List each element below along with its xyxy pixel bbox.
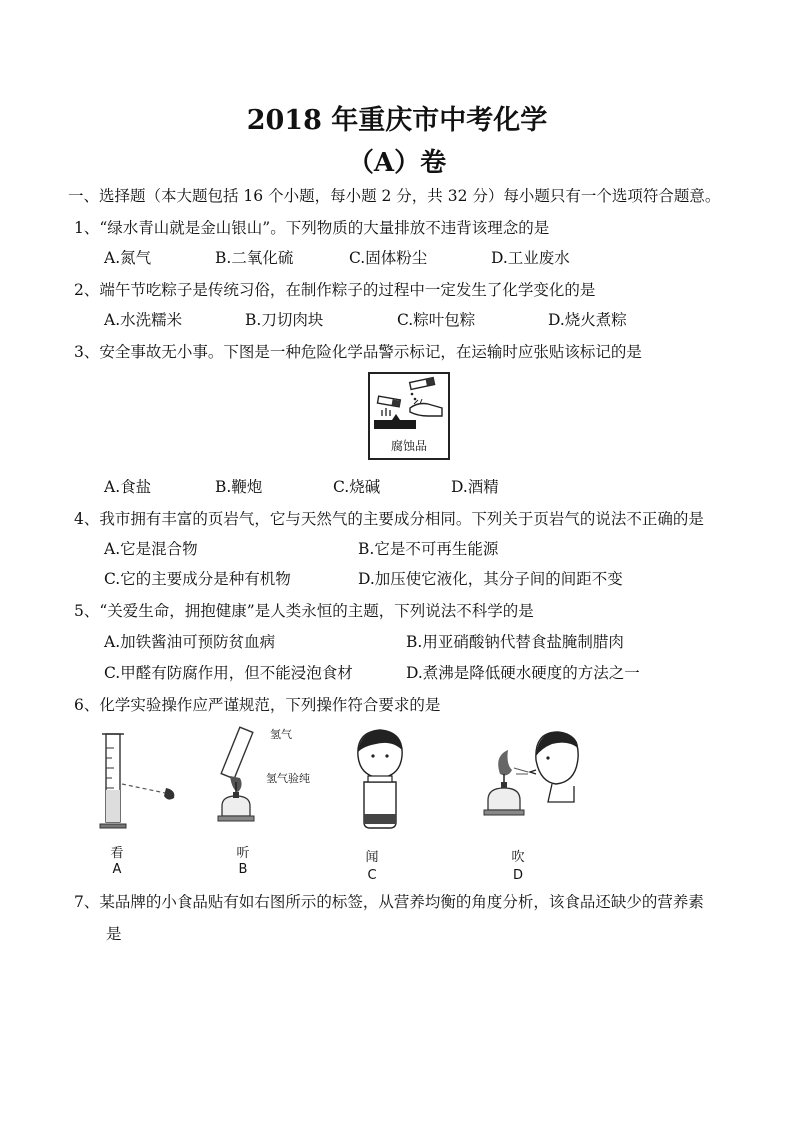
q2-option-a: A.水洗糯米 [104,311,183,329]
corrosive-hazard-icon [370,374,448,440]
figure-b-test-label: 氢气验纯 [266,772,310,785]
question-3-stem: 3、安全事故无小事。下图是一种危险化学品警示标记，在运输时应张贴该标记的是 [74,343,642,361]
figure-a-letter: A [112,862,122,877]
q3-option-a: A.食盐 [104,478,152,496]
q3-option-d: D.酒精 [451,478,499,496]
page-subtitle: （A）卷 [347,148,447,178]
question-7-stem-cont: 是 [106,925,122,943]
figure-a-graduated-cylinder [96,728,196,832]
q5-option-c: C.甲醛有防腐作用，但不能浸泡食材 [104,664,353,682]
q5-option-a: A.加铁酱油可预防贫血病 [104,633,276,651]
q4-option-a: A.它是混合物 [104,540,198,558]
q5-option-b: B.用亚硝酸钠代替食盐腌制腊肉 [406,633,624,651]
q1-option-d: D.工业废水 [491,249,570,267]
q1-option-b: B.二氧化硫 [215,249,294,267]
question-6-stem: 6、化学实验操作应严谨规范，下列操作符合要求的是 [74,696,441,714]
q3-option-b: B.鞭炮 [215,478,263,496]
section-header: 一、选择题（本大题包括 16 个小题，每小题 2 分，共 32 分）每小题只有一个选项符合题意。 [68,187,721,205]
sign-label: 腐蚀品 [390,439,427,453]
figure-b-gas-label: 氢气 [270,728,292,741]
q2-option-c: C.粽叶包粽 [397,311,476,329]
figure-c-letter: C [367,868,377,883]
q1-option-c: C.固体粉尘 [349,249,428,267]
q2-option-d: D.烧火煮粽 [548,311,627,329]
question-4-stem: 4、我市拥有丰富的页岩气，它与天然气的主要成分相同。下列关于页岩气的说法不正确的是 [74,510,704,528]
q1-option-a: A.氮气 [104,249,152,267]
page-title: 2018 年重庆市中考化学 [246,105,548,136]
question-7-stem: 7、某品牌的小食品贴有如右图所示的标签，从营养均衡的角度分析，该食品还缺少的营养素 [74,893,704,911]
q4-option-d: D.加压使它液化，其分子间的间距不变 [358,570,623,588]
figure-c-smelling [346,726,416,836]
figure-d-letter: D [512,868,523,883]
figure-a-caption: 看 [110,846,124,861]
question-1-stem: 1、“绿水青山就是金山银山”。下列物质的大量排放不违背该理念的是 [74,219,550,237]
figure-b-letter: B [238,862,248,877]
question-5-stem: 5、“关爱生命，拥抱健康”是人类永恒的主题，下列说法不科学的是 [74,602,534,620]
q5-option-d: D.煮沸是降低硬水硬度的方法之一 [406,664,640,682]
q3-option-c: C.烧碱 [333,478,381,496]
question-2-stem: 2、端午节吃粽子是传统习俗，在制作粽子的过程中一定发生了化学变化的是 [74,281,596,299]
corrosive-warning-sign [368,372,450,460]
figure-d-caption: 吹 [511,850,525,865]
q4-option-b: B.它是不可再生能源 [358,540,499,558]
figure-d-blowing [478,726,588,838]
q2-option-b: B.刀切肉块 [245,311,324,329]
figure-c-caption: 闻 [365,850,379,865]
q4-option-c: C.它的主要成分是种有机物 [104,570,291,588]
figure-b-caption: 听 [236,846,250,861]
